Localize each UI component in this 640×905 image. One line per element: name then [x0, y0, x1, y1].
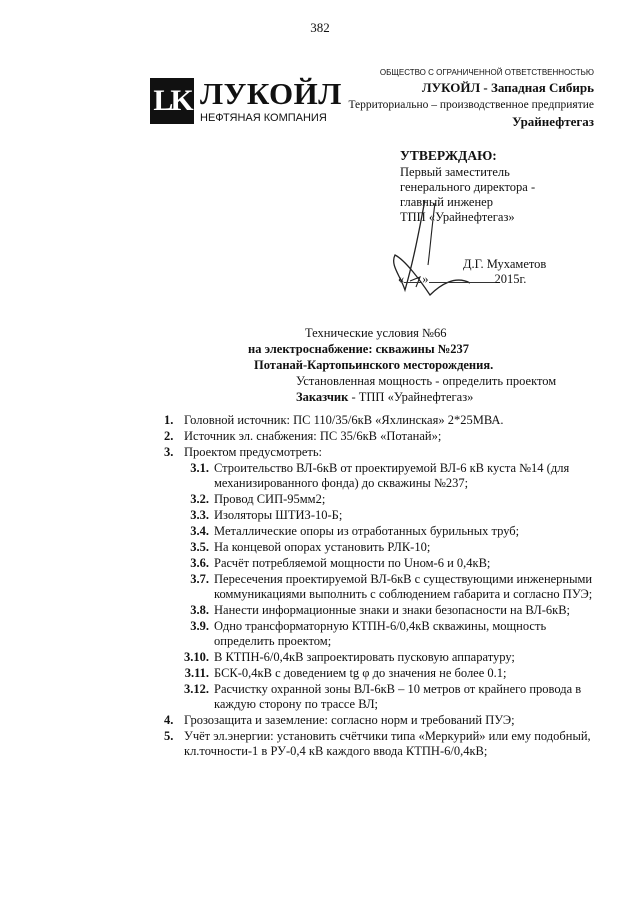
signer-name: Д.Г. Мухаметов	[463, 257, 547, 271]
list-subitem: 3.3. Изоляторы ШТИЗ-10-Б;	[190, 508, 343, 522]
list-subitem: 3.8. Нанести информационные знаки и знаки безопасности на ВЛ-6кВ;	[190, 603, 570, 617]
tu-subject: на электроснабжение: скважины №237	[248, 342, 470, 356]
list-subitem: 3.4. Металлические опоры из отработанных бурильных труб;	[190, 524, 520, 538]
list-subitem: 3.7. Пересечения проектируемой ВЛ-6кВ с существующими инженерными коммуникациями выполнить с соблюдением габарита и согласно ПУЭ;	[190, 572, 593, 601]
enterprise-name: Урайнефтегаз	[512, 114, 594, 129]
enterprise-type: Территориально – производственное предприятие	[348, 99, 594, 111]
list-subitem: 3.5. На концевой опорах установить РЛК-10;	[190, 540, 431, 554]
list-item: 4. Грозозащита и заземление: согласно норм и требований ПУЭ;	[164, 713, 515, 727]
handwritten-signature	[370, 195, 480, 305]
tu-field: Потанай-Картопьинского месторождения.	[254, 358, 494, 372]
requirements-list	[164, 413, 604, 760]
signature-date	[398, 272, 558, 287]
list-subitem: 3.12. Расчистку охранной зоны ВЛ-6кВ – 10 метров от крайнего провода в каждую сторону по трассе ВЛ;	[184, 682, 582, 711]
list-subitem: 3.11. БСК-0,4кВ с доведением tg φ до значения не более 0.1;	[184, 666, 507, 680]
lukoil-logo-icon: LK	[150, 78, 194, 124]
date-open-quote: «	[398, 272, 405, 286]
approval-line: ТПП «Урайнефтегаз»	[400, 210, 515, 224]
list-subitem: 3.6. Расчёт потребляемой мощности по Uном-6 и 0,4кВ;	[190, 556, 491, 570]
list-item: 1. Головной источник: ПС 110/35/6кВ «Яхлинская» 2*25МВА.	[164, 413, 504, 427]
approval-line: генерального директора -	[400, 180, 536, 194]
date-year: 2015г.	[494, 272, 527, 286]
customer-label: Заказчик	[296, 390, 349, 404]
company-logo	[150, 78, 340, 128]
list-item: 5. Учёт эл.энергии: установить счётчики типа «Меркурий» или ему подобный, кл.точности-1 в РУ-0,4 кВ каждого ввода КТПН-6/0,4кВ;	[164, 729, 591, 758]
approval-line: Первый заместитель	[400, 165, 510, 179]
company-legal-form: ОБЩЕСТВО С ОГРАНИЧЕННОЙ ОТВЕТСТВЕННОСТЬЮ	[379, 68, 594, 77]
list-subitem: 3.10. В КТПН-6/0,4кВ запроектировать пусковую аппаратуру;	[184, 650, 515, 664]
list-subitem: 3.9. Одно трансформаторную КТПН-6/0,4кВ скважины, мощность определить проектом;	[190, 619, 547, 648]
approval-line: главный инженер	[400, 195, 493, 209]
list-subitem: 3.2. Провод СИП-95мм2;	[190, 492, 326, 506]
approval-title: УТВЕРЖДАЮ:	[400, 148, 497, 163]
list-item: 3. Проектом предусмотреть:	[164, 445, 323, 459]
logo-name: ЛУКОЙЛ	[200, 76, 342, 111]
page-number: 382	[310, 20, 330, 35]
customer-value: - ТПП «Урайнефтегаз»	[348, 390, 474, 404]
tu-title: Технические условия №66	[305, 326, 447, 340]
tu-capacity: Установленная мощность - определить проектом	[296, 374, 557, 388]
date-close-quote: »	[422, 272, 429, 286]
list-subitem: 3.1. Строительство ВЛ-6кВ от проектируемой ВЛ-6 кВ куста №14 (для механизированного фонда) до скважины №237;	[190, 461, 570, 490]
company-name: ЛУКОЙЛ - Западная Сибирь	[421, 80, 594, 95]
logo-subtitle: НЕФТЯНАЯ КОМПАНИЯ	[200, 112, 327, 124]
tu-customer	[296, 390, 473, 405]
list-item: 2. Источник эл. снабжения: ПС 35/6кВ «Потанай»;	[164, 429, 442, 443]
company-header	[348, 68, 594, 130]
